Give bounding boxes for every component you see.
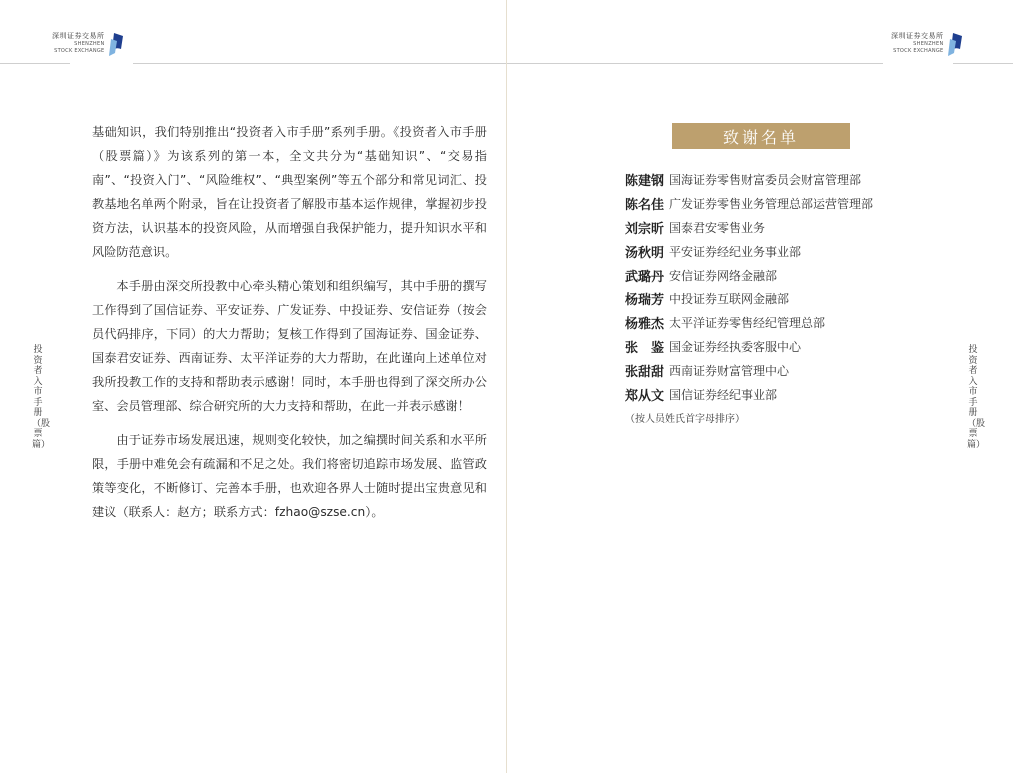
ack-org: 国泰君安零售业务 — [669, 220, 766, 235]
ack-name: 杨雅杰 — [625, 317, 665, 333]
ack-org: 国海证券零售财富委员会财富管理部 — [669, 173, 862, 188]
ack-name: 刘宗昕 — [625, 221, 665, 237]
ack-row — [625, 192, 873, 216]
logo-en-1: SHENZHEN — [913, 41, 944, 47]
logo-cn: 深圳证券交易所 — [52, 32, 105, 40]
ack-name: 郑从文 — [625, 388, 665, 404]
ack-name: 张甜甜 — [625, 364, 665, 380]
ack-row — [625, 287, 873, 311]
acknowledgements-title: 致谢名单 — [672, 123, 850, 149]
logo-cn: 深圳证券交易所 — [891, 32, 944, 40]
body-paragraph: 本手册由深交所投教中心牵头精心策划和组织编写，其中手册的撰写工作得到了国信证券、平安证券、广发证券、中投证券、安信证券（按会员代码排序，下同）的大力帮助；复核工作得到了国海证券、国金证券、国泰君安证券、西南证券、太平洋证券的大力帮助，在此谨向上述单位对我所投教工作的支持和帮助表示感谢！同时，本手册也得到了深交所办公室、会员管理部、综合研究所的大力支持和帮助，在此一并表示感谢！ — [92, 279, 487, 413]
ack-row — [625, 358, 873, 382]
acknowledgements-list — [625, 168, 873, 406]
header-rule-right-a — [507, 63, 883, 64]
ack-org: 西南证券财富管理中心 — [669, 363, 790, 378]
ack-name: 杨瑞芳 — [625, 293, 665, 309]
header-rule-right-b — [953, 63, 1013, 64]
logo-en-2: STOCK EXCHANGE — [893, 48, 944, 54]
acknowledgements-note: （按人员姓氏首字母排序） — [625, 414, 745, 425]
ack-org: 平安证券经纪业务事业部 — [669, 244, 802, 259]
ack-row — [625, 263, 873, 287]
ack-name: 陈名佳 — [625, 198, 665, 214]
ack-name: 武璐丹 — [625, 269, 665, 285]
body-paragraph: 由于证券市场发展迅速，规则变化较快，加之编撰时间关系和水平所限，手册中难免会有疏漏和不足之处。我们将密切追踪市场发展、监管政策等变化，不断修订、完善本手册，也欢迎各界人士随时提出宝贵意见和建议（联系人：赵方；联系方式：fzhao@szse.cn）。 — [92, 433, 487, 519]
ack-org: 太平洋证券零售经纪管理总部 — [669, 316, 826, 331]
ack-org: 广发证券零售业务管理总部运营管理部 — [669, 197, 874, 212]
szse-logo — [52, 33, 124, 57]
ack-row — [625, 311, 873, 335]
side-title-left: 投资者入市手册（股票篇） — [32, 345, 51, 450]
ack-org: 国金证券经执委客服中心 — [669, 339, 802, 354]
side-title-right: 投资者入市手册（股票篇） — [967, 345, 986, 450]
ack-row — [625, 382, 873, 406]
ack-name: 汤秋明 — [625, 245, 665, 261]
ack-org: 中投证券互联网金融部 — [669, 292, 790, 307]
header-rule-left-b — [133, 63, 506, 64]
ack-org: 国信证券经纪事业部 — [669, 387, 778, 402]
ack-row — [625, 168, 873, 192]
szse-logo-icon — [108, 33, 124, 57]
ack-row — [625, 239, 873, 263]
ack-name: 张 鉴 — [625, 340, 665, 356]
ack-org: 安信证券网络金融部 — [669, 268, 778, 283]
logo-en-1: SHENZHEN — [74, 41, 105, 47]
szse-logo — [891, 33, 963, 57]
ack-row — [625, 335, 873, 359]
szse-logo-icon — [947, 33, 963, 57]
body-text — [92, 120, 487, 534]
header-rule-left-a — [0, 63, 70, 64]
logo-en-2: STOCK EXCHANGE — [54, 48, 105, 54]
ack-row — [625, 216, 873, 240]
ack-name: 陈建钢 — [625, 174, 665, 190]
body-paragraph: 基础知识，我们特别推出“投资者入市手册”系列手册。《投资者入市手册（股票篇）》为该系列的第一本，全文共分为“基础知识”、“交易指南”、“投资入门”、“风险维权”、“典型案例”等五个部分和常见词汇、投教基地名单两个附录，旨在让投资者了解股市基本运作规律，掌握初步投资方法，认识基本的投资风险，从而增强自我保护能力，提升知识水平和风险防范意识。 — [92, 125, 487, 259]
